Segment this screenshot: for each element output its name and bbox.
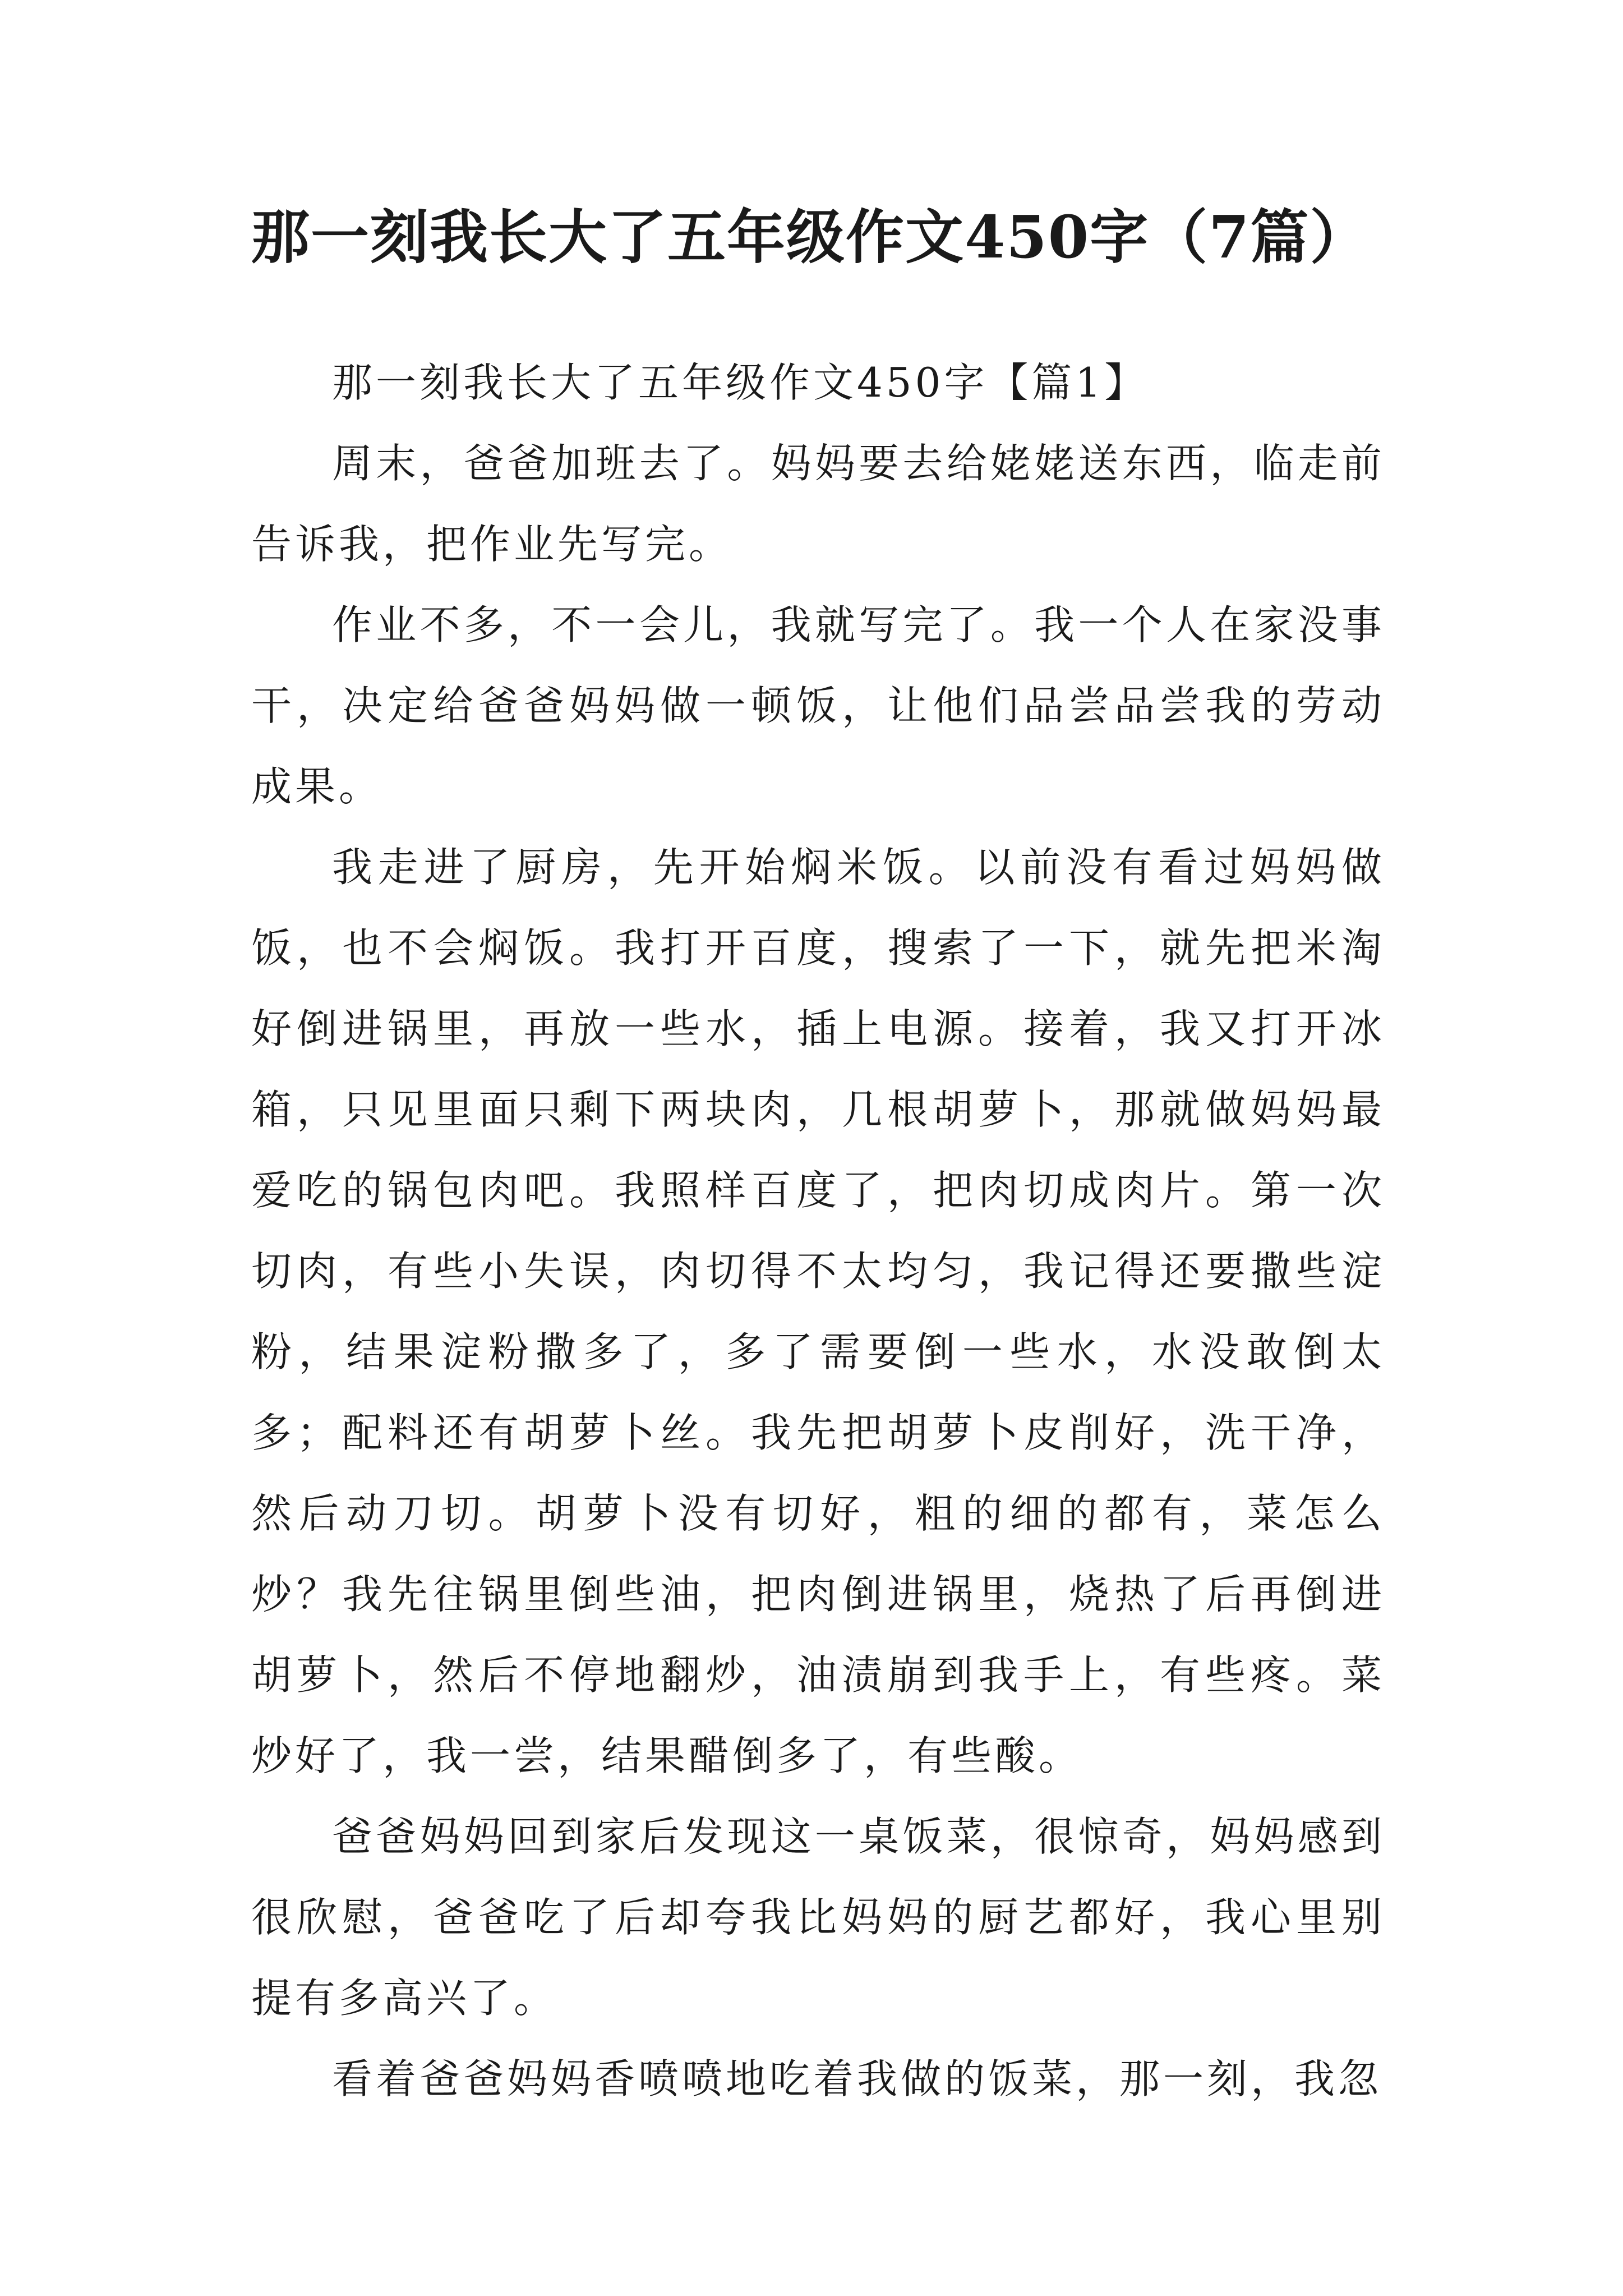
paragraph: 作业不多，不一会儿，我就写完了。我一个人在家没事干，决定给爸爸妈妈做一顿饭，让他们品尝品尝我的劳动成果。 xyxy=(251,601,1385,810)
paragraph: 爸爸妈妈回到家后发现这一桌饭菜，很惊奇，妈妈感到很欣慰，爸爸吃了后却夸我比妈妈的厨艺都好，我心里别提有多高兴了。 xyxy=(251,1813,1385,2022)
section-heading: 那一刻我长大了五年级作文450字【篇1】 xyxy=(332,359,1149,406)
paragraph: 我走进了厨房，先开始焖米饭。以前没有看过妈妈做饭，也不会焖饭。我打开百度，搜索了一下，就先把米淘好倒进锅里，再放一些水，插上电源。接着，我又打开冰箱，只见里面只剩下两块肉，几根胡萝卜，那就做妈妈最爱吃的锅包肉吧。我照样百度了，把肉切成肉片。第一次切肉，有些小失误，肉切得不太均匀，我记得还要撒些淀粉，结果淀粉撒多了，多了需要倒一些水，水没敢倒太多；配料还有胡萝卜丝。我先把胡萝卜皮削好，洗干净，然后动刀切。胡萝卜没有切好，粗的细的都有，菜怎么炒？我先往锅里倒些油，把肉倒进锅里，烧热了后再倒进胡萝卜，然后不停地翻炒，油渍崩到我手上，有些疼。菜炒好了，我一尝，结果醋倒多了，有些酸。 xyxy=(251,844,1385,1779)
paragraph: 周末，爸爸加班去了。妈妈要去给姥姥送东西，临走前告诉我，把作业先写完。 xyxy=(251,440,1385,568)
paragraph: 看着爸爸妈妈香喷喷地吃着我做的饭菜，那一刻，我忽 xyxy=(332,2055,1382,2102)
document-body xyxy=(251,342,1385,2119)
document-title: 那一刻我长大了五年级作文450字（7篇） xyxy=(251,203,1370,272)
